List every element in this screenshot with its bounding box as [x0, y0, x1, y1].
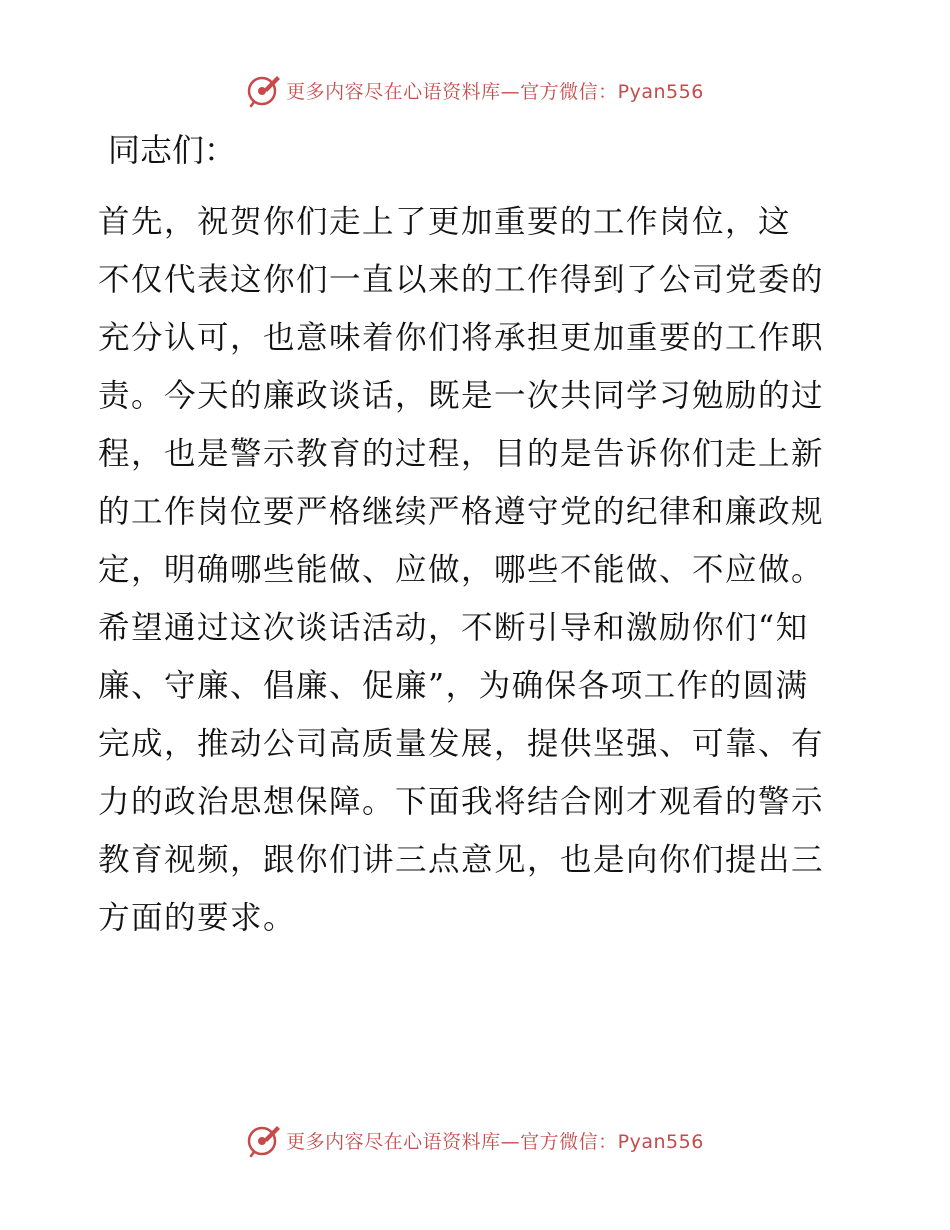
text-line: 的工作岗位要严格继续严格遵守党的纪律和廉政规: [98, 494, 825, 530]
header-watermark: [0, 70, 950, 110]
body-paragraph: [98, 198, 850, 952]
text-line: 希望通过这次谈话活动，不断引导和激励你们“知: [98, 610, 809, 646]
text-line: 廉、守廉、倡廉、促廉”，为确保各项工作的圆满: [98, 668, 809, 704]
text-line: 首先，祝贺你们走上了更加重要的工作岗位，这: [98, 204, 792, 240]
text-line: 完成，推动公司高质量发展，提供坚强、可靠、有: [98, 726, 825, 762]
pen-logo-icon: [246, 72, 282, 108]
greeting: 同志们：: [108, 131, 237, 169]
text-line: 充分认可，也意味着你们将承担更加重要的工作职: [98, 320, 825, 356]
text-line: 定，明确哪些能做、应做，哪些不能做、不应做。: [98, 552, 825, 588]
watermark-text: 更多内容尽在心语资料库—官方微信：Pyan556: [286, 80, 704, 103]
text-line: 责。今天的廉政谈话，既是一次共同学习勉励的过: [98, 378, 825, 414]
text-line: 不仅代表这你们一直以来的工作得到了公司党委的: [98, 262, 825, 298]
pen-logo-icon: [246, 1122, 282, 1158]
text-line: 教育视频，跟你们讲三点意见，也是向你们提出三: [98, 842, 825, 878]
text-line: 程，也是警示教育的过程，目的是告诉你们走上新: [98, 436, 825, 472]
footer-watermark: [0, 1120, 950, 1160]
watermark-text: 更多内容尽在心语资料库—官方微信：Pyan556: [286, 1130, 704, 1153]
text-line: 力的政治思想保障。下面我将结合刚才观看的警示: [98, 784, 825, 820]
text-line: 方面的要求。: [98, 900, 297, 936]
